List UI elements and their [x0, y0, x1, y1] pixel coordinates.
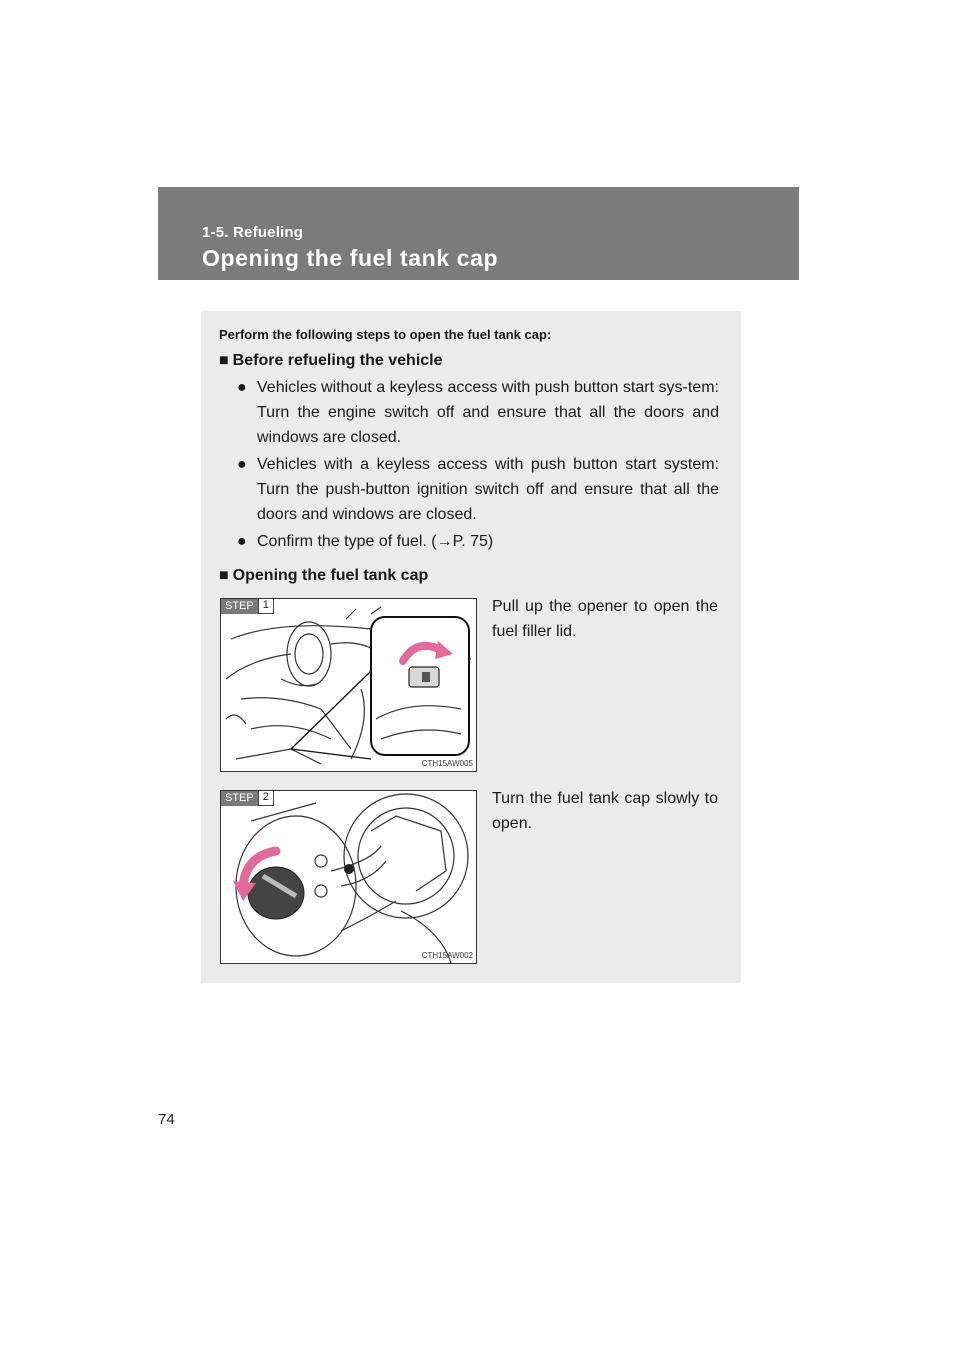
square-bullet-icon: ■ [219, 567, 229, 584]
before-refueling-heading-text: Before refueling the vehicle [232, 352, 443, 369]
opening-fuel-cap-heading [219, 567, 428, 585]
bullet-item [237, 452, 719, 527]
car-interior-opener-illustration [221, 599, 476, 771]
step-2-text: Turn the fuel tank cap slowly to open. [492, 790, 718, 832]
page-number: 74 [158, 1111, 175, 1128]
page-title: Opening the fuel tank cap [202, 245, 499, 271]
content-panel [201, 311, 741, 983]
opening-fuel-cap-heading-text: Opening the fuel tank cap [232, 567, 429, 584]
bullet-dot-icon: ● [237, 456, 247, 473]
fuel-tank-cap-illustration [221, 791, 476, 963]
section-header [158, 187, 799, 280]
bullet-item [237, 529, 719, 554]
step-label: STEP [221, 791, 258, 806]
bullet-text: Confirm the type of fuel. (→P. 75) [257, 533, 494, 550]
step-badge [221, 599, 274, 614]
figure-code: CTH15AW002 [421, 951, 473, 960]
bullet-item [237, 375, 719, 450]
step-number: 2 [258, 791, 274, 806]
intro-text: Perform the following steps to open the fuel tank cap: [219, 327, 552, 342]
before-refueling-heading [219, 352, 443, 370]
bullet-text: Vehicles with a keyless access with push button start system: Turn the push-button ignition switch off and ensure that all the doors and windows are closed. [257, 456, 719, 523]
step-1-figure [220, 598, 477, 772]
section-label: 1-5. Refueling [202, 224, 304, 241]
step-number: 1 [258, 599, 274, 614]
figure-code: CTH15AW005 [421, 759, 473, 768]
step-2-figure [220, 790, 477, 964]
step-label: STEP [221, 599, 258, 614]
step-badge [221, 791, 274, 806]
bullet-text: Vehicles without a keyless access with push button start sys-tem: Turn the engine switch off and ensure that all the doors and windows are closed. [257, 379, 719, 446]
square-bullet-icon: ■ [219, 352, 229, 369]
bullet-dot-icon: ● [237, 379, 247, 396]
step-1-text: Pull up the opener to open the fuel filler lid. [492, 598, 718, 640]
bullet-dot-icon: ● [237, 533, 247, 550]
